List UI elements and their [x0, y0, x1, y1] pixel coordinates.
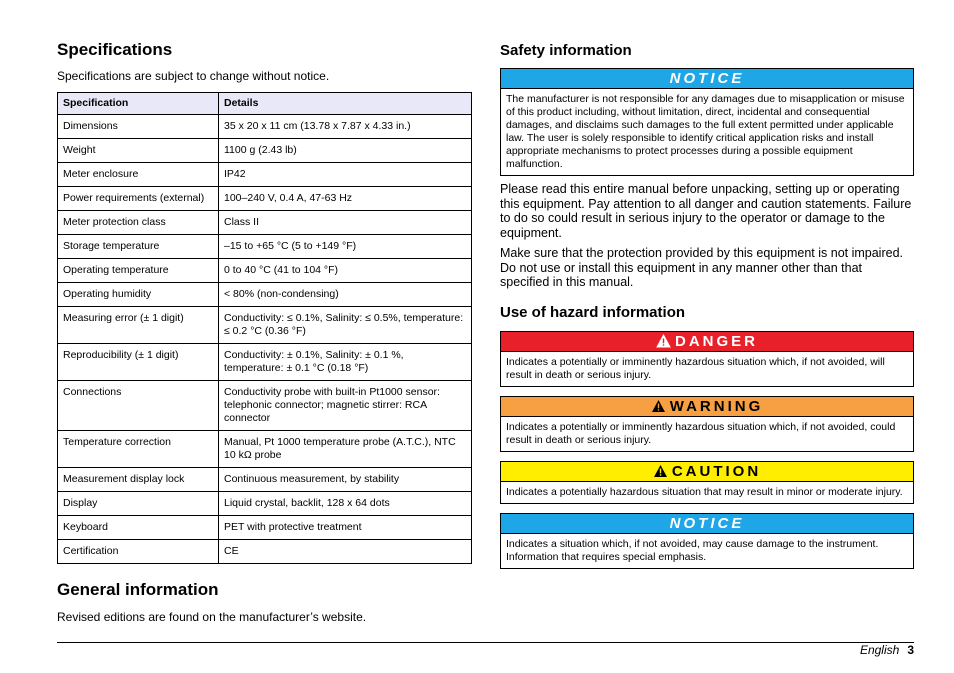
spec-name-cell: Reproducibility (± 1 digit)	[58, 344, 219, 381]
column-header-details: Details	[219, 93, 472, 115]
general-heading: General information	[57, 580, 219, 599]
danger-header	[501, 332, 913, 352]
general-section	[57, 580, 472, 624]
spec-detail-cell: Class II	[219, 211, 472, 235]
safety-notice-text: The manufacturer is not responsible for any damages due to misapplication or misuse of this product including, without limitation, direct, incidental and consequential damages, and disclaims such damages to the full extent permitted under applicable law. The user is solely responsible to identify critical application risks and install appropriate mechanisms to protect processes during a possible equipment malfunction.	[506, 93, 905, 170]
danger-label: DANGER	[674, 332, 758, 350]
table-header-row	[58, 93, 472, 115]
spec-name-cell: Measuring error (± 1 digit)	[58, 307, 219, 344]
table-row	[58, 431, 472, 468]
spec-name-cell: Keyboard	[58, 516, 219, 540]
table-row	[58, 516, 472, 540]
safety-paragraph-2: Make sure that the protection provided by this equipment is not impaired. Do not use or install this equipment in any manner other than that specified in this manual.	[500, 246, 903, 289]
page-number: 3	[907, 643, 914, 657]
spec-name-cell: Weight	[58, 139, 219, 163]
footer-divider	[57, 642, 914, 643]
warning-label: WARNING	[669, 397, 764, 415]
spec-detail-cell: Manual, Pt 1000 temperature probe (A.T.C.), NTC 10 kΩ probe	[219, 431, 472, 468]
table-row	[58, 235, 472, 259]
table-row	[58, 307, 472, 344]
spec-detail-cell: Liquid crystal, backlit, 128 x 64 dots	[219, 492, 472, 516]
table-row	[58, 492, 472, 516]
table-row	[58, 211, 472, 235]
safety-notice-box	[500, 68, 914, 176]
spec-detail-cell: Conductivity probe with built-in Pt1000 sensor: telephonic connector; magnetic stirrer: RCA connector	[219, 381, 472, 431]
page-footer	[860, 643, 914, 657]
specifications-table	[57, 92, 472, 564]
spec-name-cell: Power requirements (external)	[58, 187, 219, 211]
hazard-notice-box	[500, 513, 914, 569]
table-row	[58, 344, 472, 381]
spec-name-cell: Operating temperature	[58, 259, 219, 283]
right-column	[500, 42, 914, 569]
table-row	[58, 468, 472, 492]
danger-box	[500, 331, 914, 387]
notice-header: NOTICE	[501, 514, 913, 534]
spec-name-cell: Operating humidity	[58, 283, 219, 307]
spec-detail-cell: –15 to +65 °C (5 to +149 °F)	[219, 235, 472, 259]
spec-detail-cell: < 80% (non-condensing)	[219, 283, 472, 307]
spec-name-cell: Measurement display lock	[58, 468, 219, 492]
spec-detail-cell: Conductivity: ± 0.1%, Salinity: ± 0.1 %, temperature: ± 0.1 °C (0.18 °F)	[219, 344, 472, 381]
danger-text: Indicates a potentially or imminently hazardous situation which, if not avoided, will result in death or serious injury.	[506, 355, 885, 381]
table-row	[58, 381, 472, 431]
spec-name-cell: Dimensions	[58, 115, 219, 139]
column-header-specification: Specification	[58, 93, 219, 115]
spec-detail-cell: 100–240 V, 0.4 A, 47-63 Hz	[219, 187, 472, 211]
left-column	[57, 40, 472, 564]
spec-detail-cell: IP42	[219, 163, 472, 187]
spec-detail-cell: Conductivity: ≤ 0.1%, Salinity: ≤ 0.5%, temperature: ≤ 0.2 °C (0.36 °F)	[219, 307, 472, 344]
specifications-heading: Specifications	[57, 40, 173, 59]
warning-triangle-icon	[653, 464, 668, 478]
footer-language: English	[859, 643, 900, 657]
warning-triangle-icon	[656, 334, 671, 348]
spec-name-cell: Display	[58, 492, 219, 516]
safety-heading: Safety information	[500, 42, 632, 59]
spec-detail-cell: 1100 g (2.43 lb)	[219, 139, 472, 163]
table-row	[58, 259, 472, 283]
safety-paragraph-1: Please read this entire manual before unpacking, setting up or operating this equipment. Pay attention to all danger and caution statements. Failure to do so could result in serious injury to the operator or damage to the equipment.	[500, 182, 912, 240]
caution-text: Indicates a potentially hazardous situation that may result in minor or moderate injury.	[506, 485, 903, 498]
general-text: Revised editions are found on the manufacturer’s website.	[57, 610, 367, 624]
warning-header	[501, 397, 913, 417]
hazard-notice-text: Indicates a situation which, if not avoided, may cause damage to the instrument. Information that requires special emphasis.	[506, 537, 879, 563]
caution-label: CAUTION	[671, 462, 762, 480]
caution-box	[500, 461, 914, 504]
spec-detail-cell: Continuous measurement, by stability	[219, 468, 472, 492]
warning-box	[500, 396, 914, 452]
warning-triangle-icon	[651, 399, 666, 413]
table-row	[58, 115, 472, 139]
table-row	[58, 163, 472, 187]
spec-name-cell: Connections	[58, 381, 219, 431]
table-row	[58, 283, 472, 307]
table-row	[58, 187, 472, 211]
spec-detail-cell: 0 to 40 °C (41 to 104 °F)	[219, 259, 472, 283]
table-row	[58, 540, 472, 564]
spec-detail-cell: PET with protective treatment	[219, 516, 472, 540]
spec-name-cell: Temperature correction	[58, 431, 219, 468]
warning-text: Indicates a potentially or imminently hazardous situation which, if not avoided, could result in death or serious injury.	[506, 420, 896, 446]
spec-name-cell: Meter enclosure	[58, 163, 219, 187]
spec-detail-cell: 35 x 20 x 11 cm (13.78 x 7.87 x 4.33 in.)	[219, 115, 472, 139]
hazard-heading: Use of hazard information	[500, 303, 686, 321]
table-row	[58, 139, 472, 163]
notice-header: NOTICE	[501, 69, 913, 89]
spec-name-cell: Meter protection class	[58, 211, 219, 235]
caution-header	[501, 462, 913, 482]
spec-name-cell: Certification	[58, 540, 219, 564]
spec-detail-cell: CE	[219, 540, 472, 564]
spec-name-cell: Storage temperature	[58, 235, 219, 259]
specifications-note: Specifications are subject to change without notice.	[57, 69, 330, 83]
